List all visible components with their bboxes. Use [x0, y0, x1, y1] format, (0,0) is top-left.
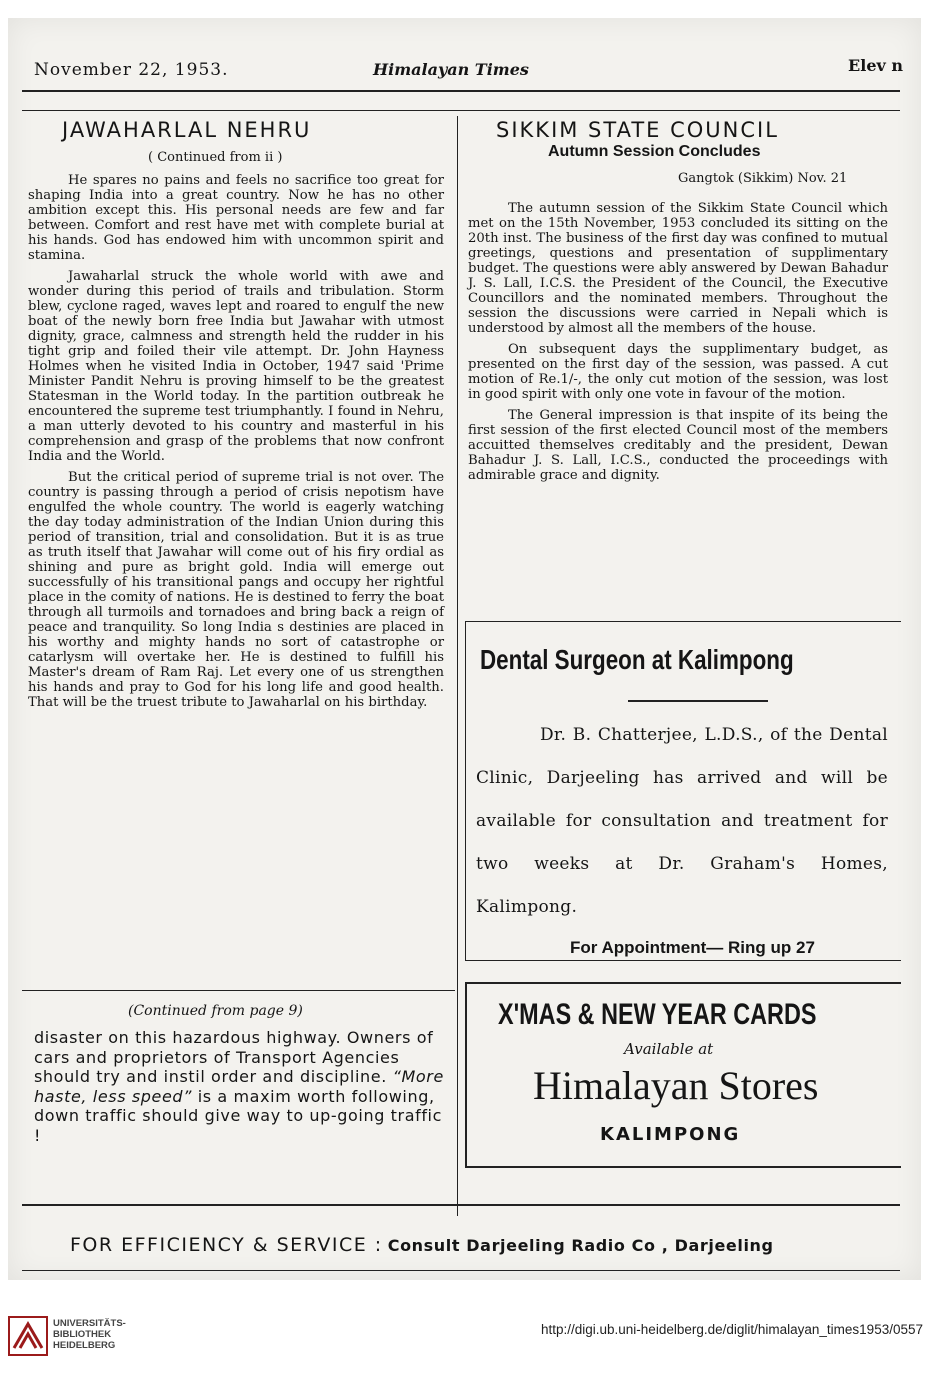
dental-ad-rule [628, 700, 768, 702]
issue-date: November 22, 1953. [34, 60, 229, 80]
nehru-paragraph: He spares no pains and feels no sacrifice too great for shaping India into a great country. Now he has no other ambition except this. His personal needs are few and far between. Comfort and rest have met with complete burial at his hands. God has endowed him with uncommon spirit and stamina. [28, 173, 444, 263]
library-name-line: HEIDELBERG [53, 1340, 116, 1351]
xmas-ad-available: Available at [624, 1040, 714, 1058]
footer-lead: FOR EFFICIENCY & SERVICE : [70, 1234, 383, 1256]
library-name-line: BIBLIOTHEK [53, 1329, 112, 1340]
nehru-paragraph: Jawaharlal struck the whole world with awe and wonder during this period of trails and tribulation. Storm blew, cyclone raged, waves lept and roared to engulf the new boat of the newly born free India but Jawahar with utmost dignity, grace, calmness and strength held the rudder in his tight grip and foiled their vile attempt. Dr. John Hayness Holmes when he visited India in October, 1947 said 'Prime Minister Pandit Nehru is proving himself to be the greatest Statesman in the World today. In the partition outbreak he encountered the supreme test triumphantly. I found in Nehru, a man utterly devoted to his country and masterful in his comprehension and grasp of the problems that now confront India and the World. [28, 269, 444, 464]
xmas-ad-town: KALIMPONG [600, 1124, 741, 1145]
xmas-ad-store-name: Himalayan Stores [533, 1063, 819, 1108]
continued-label: (Continued from page 9) [128, 1003, 303, 1019]
dental-ad-appointment: For Appointment— Ring up 27 [570, 938, 815, 957]
nehru-end-rule [22, 990, 455, 991]
dental-ad-body: Dr. B. Chatterjee, L.D.S., of the Dental Clinic, Darjeeling has arrived and will be available for consultation and treatment for two weeks at Dr. Graham's Homes, Kalimpong. [476, 725, 888, 917]
source-url-link[interactable]: http://digi.ub.uni-heidelberg.de/diglit/himalayan_times1953/0557 [540, 1322, 923, 1337]
footer-bottom-rule [22, 1270, 900, 1271]
xmas-ad-title: X'MAS & NEW YEAR CARDS [498, 998, 817, 1031]
footer-text: Consult Darjeeling Radio Co , Darjeeling [387, 1236, 774, 1255]
library-name-line: UNIVERSITÄTS- [53, 1318, 126, 1329]
newspaper-page [8, 18, 921, 1280]
sikkim-dateline: Gangtok (Sikkim) Nov. 21 [678, 171, 848, 186]
traffic-text-end: is a maxim worth following, down traffic should give way to up-going traffic ! [34, 1086, 443, 1145]
header-rule-thin [22, 110, 900, 111]
traffic-article-text [34, 1028, 444, 1145]
sikkim-article-title: SIKKIM STATE COUNCIL [496, 118, 779, 142]
sikkim-paragraph: The autumn session of the Sikkim State Council which met on the 15th November, 1953 concluded its sitting on the 20th inst. The business of the first day was confined to mutual greetings, questions and presentation of supplimentary budget. The questions were ably answered by Dewan Bahadur J. S. Lall, I.C.S. the President of the Council, the Executive Councillors and the nominated members. Throughout the session the discussions were carried in Nepali which is understood by almost all the members of the house. [468, 201, 888, 336]
nehru-paragraph: But the critical period of supreme trial is not over. The country is passing through a period of crisis nepotism have engulfed the whole country. The world is eagerly watching the day today administration of the Indian Union during this period of transition, trial and consolidation. But it is as true as truth itself that Jawahar will come out of his firy ordial as shining and pure as bright gold. India will emerge out successfully of his transitional pangs and occupy her rightful place in the comity of nations. He is destined to ferry the boat through all turmoils and tornadoes and bring back a reign of peace and tranquility. So long India s destinies are placed in his worthy and mighty hands no sort of catastrophe or catarlysm will overtake her. He is destined to fulfill his Master's dream of Ram Raj. Let every one of us strengthen his hands and pray to God for his long life and good health. That will be the truest tribute to Jawaharlal on his birthday. [28, 470, 444, 710]
footer-rule [22, 1204, 900, 1206]
nehru-article-title: JAWAHARLAL NEHRU [62, 118, 312, 142]
dental-ad-title: Dental Surgeon at Kalimpong [480, 644, 794, 675]
column-divider [457, 116, 458, 1216]
sikkim-paragraph: On subsequent days the supplimentary budget, as presented on the first day of the session, was passed. A cut motion of Re.1/-, the only cut motion of the session, was lost in good spirit with only one vote in favour of the motion. [468, 342, 888, 402]
sikkim-paragraph: The General impression is that inspite of its being the first session of the first elected Council most of the members accuitted themselves creditably and the president, Dewan Bahadur J. S. Lall, I.C.S., conducted the proceedings with admirable grace and dignity. [468, 408, 888, 483]
library-seal-icon [8, 1316, 48, 1356]
masthead-title: Himalayan Times [373, 60, 529, 79]
nehru-continued-note: ( Continued from ii ) [148, 150, 283, 165]
sikkim-subtitle: Autumn Session Concludes [548, 143, 761, 160]
nehru-article-body [28, 173, 444, 710]
traffic-text-start: disaster on this hazardous highway. Owners of cars and proprietors of Transport Agencies should try and instil order and discipline. [34, 1028, 434, 1086]
footer-line [70, 1234, 774, 1256]
library-logo [8, 1316, 48, 1356]
page-number: Elev n [848, 56, 903, 75]
header-rule [22, 90, 900, 92]
traffic-quote: “More haste, less speed” [34, 1067, 444, 1106]
sikkim-article-body [468, 201, 888, 483]
library-name [53, 1318, 126, 1351]
